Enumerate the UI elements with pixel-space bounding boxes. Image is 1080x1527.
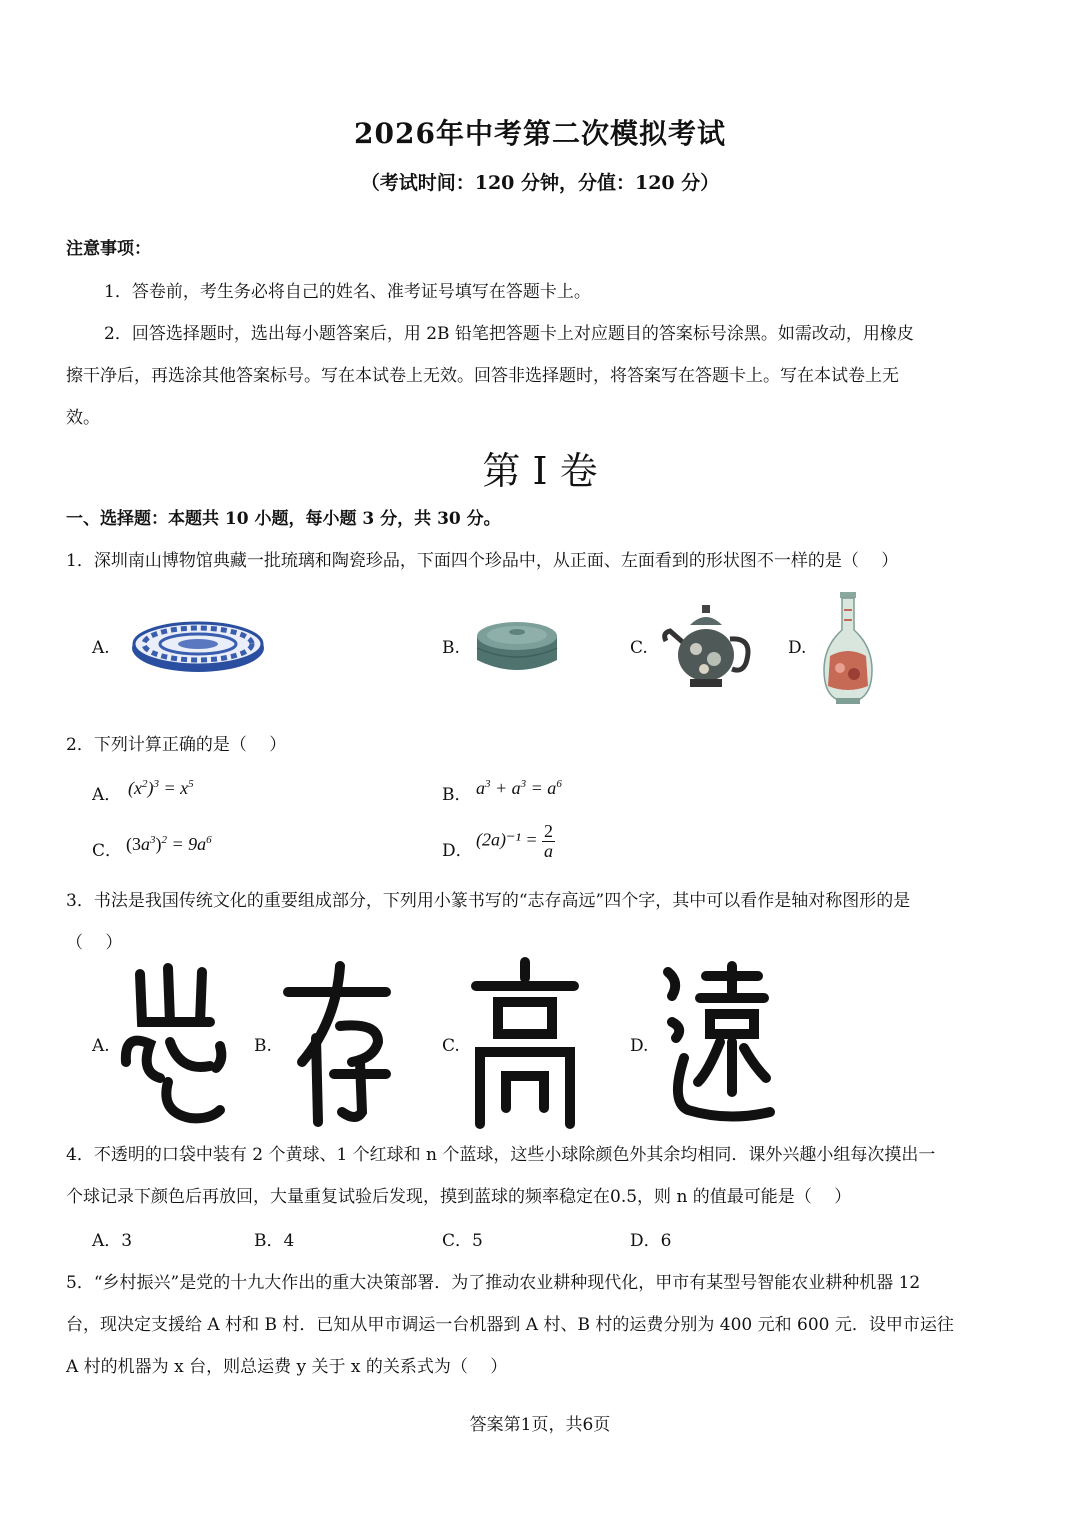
q1-option-d-label: D. [788,638,807,658]
q4-option-d: D．6 [630,1231,672,1251]
q1-option-b-label: B. [442,638,460,658]
exam-title: 2026年中考第二次模拟考试 [354,117,726,150]
q2-option-a-label: A． [92,785,122,805]
q3-option-c-label: C. [442,1036,460,1056]
question-1-stem: 1．深圳南山博物馆典藏一批琉璃和陶瓷珍品，下面四个珍品中，从正面、左面看到的形状图不一样的是（ ） [66,551,899,571]
q4-option-a: A．3 [92,1231,133,1251]
q2-option-d-expr [476,822,555,861]
q1-option-a-label: A. [92,638,110,658]
question-3-blank: （ ） [66,933,123,953]
celadon-round-box-image [474,618,560,678]
seal-script-yuan-glyph [658,962,774,1128]
q2-option-d-numerator: 2 [544,821,554,841]
section-1-heading: 一、选择题：本题共 10 小题，每小题 3 分，共 30 分。 [66,509,501,529]
q2-option-d-label: D． [442,841,473,861]
seal-script-gao-glyph [470,958,580,1128]
enamel-teapot-image [660,603,754,691]
question-5-line-3: A 村的机器为 x 台，则总运费 y 关于 x 的关系式为（ ） [66,1357,508,1377]
notice-item-1: 1．答卷前，考生务必将自己的姓名、准考证号填写在答题卡上。 [104,282,591,302]
q3-option-a-label: A. [92,1036,110,1056]
q2-option-d-left: (2a)⁻¹ = [476,829,538,850]
q2-option-d-denominator: a [544,840,554,861]
q3-option-d-label: D. [630,1036,649,1056]
notice-item-2-line-3: 效。 [66,408,100,428]
blue-white-plate-image [130,616,266,674]
notice-item-2-line-2: 擦干净后，再选涂其他答案标号。写在本试卷上无效。回答非选择题时，将答案写在答题卡上。写在本试卷上无 [66,366,899,386]
volume-title: 第 I 卷 [482,449,598,493]
q2-option-a-expr: $(x^2)^3 = x^5$ [128,778,194,798]
q4-option-c: C．5 [442,1231,483,1251]
q2-option-c-expr: $(3a^3)^2 = 9a^6$ [126,834,212,854]
seal-script-cun-glyph [282,962,392,1128]
exam-subtitle: （考试时间：120 分钟，分值：120 分） [360,172,720,194]
q2-option-d-fraction [542,822,555,861]
q3-option-b-label: B. [254,1036,272,1056]
q4-option-b: B．4 [254,1231,295,1251]
notice-item-2-line-1: 2．回答选择题时，选出每小题答案后，用 2B 铅笔把答题卡上对应题目的答案标号涂黑。如需改动，用橡皮 [104,324,914,344]
question-4-line-1: 4．不透明的口袋中装有 2 个黄球、1 个红球和 n 个蓝球，这些小球除颜色外其余均相同．课外兴趣小组每次摸出一 [66,1145,936,1165]
q2-option-b-expr: $a^3 + a^3 = a^6$ [476,778,562,798]
question-2-stem: 2．下列计算正确的是（ ） [66,735,287,755]
q2-option-c-label: C． [92,841,123,861]
q2-option-b-label: B． [442,785,472,805]
question-3-stem: 3．书法是我国传统文化的重要组成部分，下列用小篆书写的“志存高远”四个字，其中可以看作是轴对称图形的是 [66,891,911,911]
seal-script-zhi-glyph [120,962,230,1128]
q1-option-c-label: C. [630,638,648,658]
page-footer: 答案第1页，共6页 [469,1415,611,1435]
question-5-line-1: 5．“乡村振兴”是党的十九大作出的重大决策部署．为了推动农业耕种现代化，甲市有某型号智能农业耕种机器 12 [66,1273,921,1293]
notice-heading: 注意事项： [66,239,151,259]
famille-rose-vase-image [820,590,876,706]
question-4-line-2: 个球记录下颜色后再放回，大量重复试验后发现，摸到蓝球的频率稳定在0.5，则 n 的值最可能是（ ） [66,1187,852,1207]
question-5-line-2: 台，现决定支援给 A 村和 B 村．已知从甲市调运一台机器到 A 村、B 村的运费分别为 400 元和 600 元．设甲市运往 [66,1315,954,1335]
